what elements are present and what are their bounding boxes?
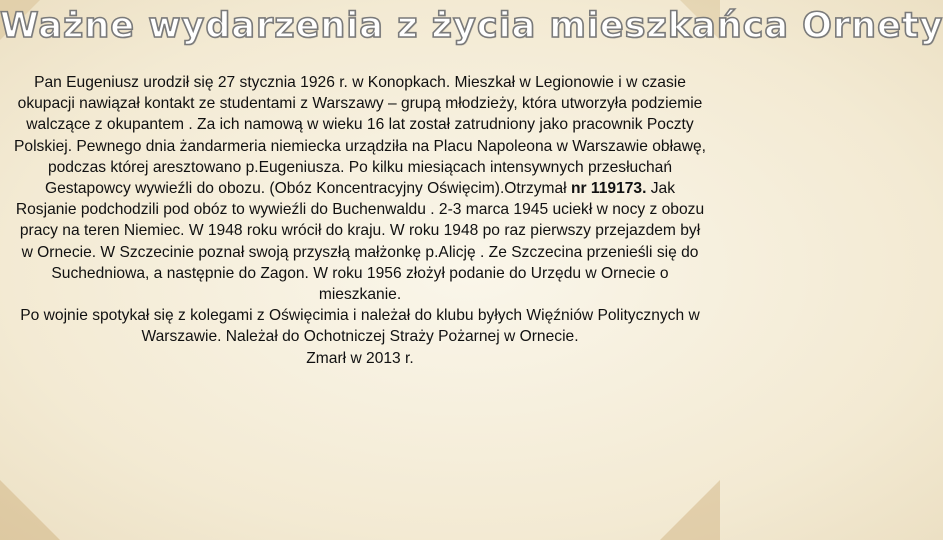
decorative-corner xyxy=(660,480,720,540)
biography-text-part-1: Pan Eugeniusz urodził się 27 stycznia 1926 r. w Konopkach. Mieszkał w Legionowie i w czasie okupacji nawiązał kontakt ze studentami z Warszawy – grupą młodzieży, która utworzyła podziemie walczące z okupantem . Za ich namową w wieku 16 lat został zatrudniony jako pracownik Poczty Polskiej. Pewnego dnia żandarmeria niemiecka urządziła na Placu Napoleona w Warszawie obławę, podczas której aresztowano p.Eugeniusza. Po kilku miesiącach intensywnych przesłuchań Gestapowcy wywieźli do obozu. (Obóz Koncentracyjny Oświęcim).Otrzymał xyxy=(14,74,706,198)
slide-title: Ważne wydarzenia z życia mieszkańca Ornety xyxy=(0,6,943,46)
decorative-corner xyxy=(0,480,60,540)
prisoner-number: nr 119173. xyxy=(570,180,647,198)
biography-paragraph xyxy=(14,72,706,305)
postwar-paragraph: Po wojnie spotykał się z kolegami z Oświęcimia i należał do klubu byłych Więźniów Politycznych w Warszawie. Należał do Ochotniczej Straży Pożarnej w Ornecie. xyxy=(20,307,700,346)
biography-text-part-2: Jak Rosjanie podchodzili pod obóz to wywieźli do Buchenwaldu . 2-3 marca 1945 uciekł w nocy z obozu pracy na teren Niemiec. W 1948 roku wrócił do kraju. W roku 1948 po raz pierwszy przejazdem był w Ornecie. W Szczecinie poznał swoją przyszłą małżonkę p.Alicję . Ze Szczecina przenieśli się do Suchedniowa, a następnie do Zagon. W roku 1956 złożył podanie do Urzędu w Ornecie o mieszkanie. xyxy=(15,180,705,304)
death-paragraph: Zmarł w 2013 r. xyxy=(306,349,414,367)
slide-body-text xyxy=(14,72,706,369)
